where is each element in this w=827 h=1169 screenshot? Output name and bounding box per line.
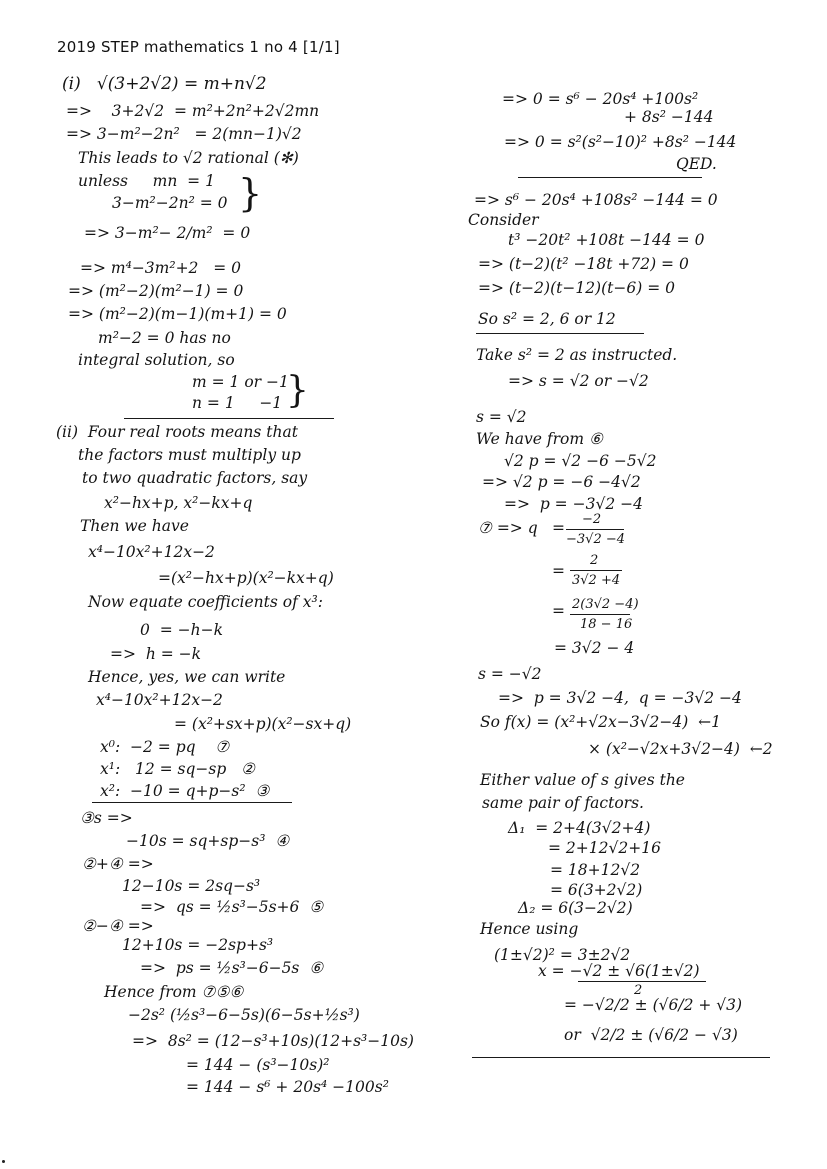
right-line: = [552, 519, 565, 537]
left-line: => (m²−2)(m²−1) = 0 [68, 282, 244, 300]
right-line: x = −√2 ± √6(1±√2) [538, 962, 700, 980]
left-line: ③s => [80, 809, 133, 827]
left-line: x²−hx+p, x²−kx+q [104, 494, 253, 512]
left-line: ②−④ => [82, 917, 154, 935]
left-line: (ii) Four real roots means that [56, 423, 298, 441]
left-line: the factors must multiply up [78, 446, 301, 464]
fraction-bar [566, 529, 624, 530]
left-line: 0 = −h−k [140, 621, 223, 639]
right-line: = −√2/2 ± (√6/2 + √3) [564, 996, 743, 1014]
left-line: 3−m²−2n² = 0 [112, 194, 228, 212]
right-line: Hence using [480, 920, 579, 938]
left-line: => ps = ½s³−6−5s ⑥ [140, 959, 324, 977]
left-line: =(x²−hx+p)(x²−kx+q) [158, 569, 334, 587]
right-line: = 2+12√2+16 [548, 839, 661, 857]
left-line: −10s = sq+sp−s³ ④ [126, 832, 290, 850]
right-line: => √2 p = −6 −4√2 [482, 473, 641, 491]
right-line: t³ −20t² +108t −144 = 0 [508, 231, 705, 249]
right-line: => 0 = s²(s²−10)² +8s² −144 [504, 133, 737, 151]
fraction-denominator: −3√2 −4 [566, 532, 626, 547]
fraction-numerator: 2(3√2 −4) [572, 597, 639, 612]
right-line: => (t−2)(t² −18t +72) = 0 [478, 255, 689, 273]
fraction-bar [570, 614, 630, 615]
left-line: Then we have [80, 517, 189, 535]
left-line: x⁰: −2 = pq ⑦ [100, 738, 230, 756]
right-line: same pair of factors. [482, 794, 644, 812]
left-line: m²−2 = 0 has no [98, 329, 231, 347]
right-line: => p = −3√2 −4 [504, 495, 643, 513]
divider [92, 802, 292, 803]
left-line: m = 1 or −1 [192, 373, 289, 391]
left-line: This leads to √2 rational (✻) [78, 149, 299, 167]
left-line: = 144 − (s³−10s)² [186, 1056, 330, 1074]
fraction-numerator: −2 [582, 512, 602, 527]
divider [476, 333, 644, 334]
left-line: integral solution, so [78, 351, 235, 369]
right-line: So s² = 2, 6 or 12 [478, 310, 616, 328]
left-line: => 8s² = (12−s³+10s)(12+s³−10s) [132, 1032, 414, 1050]
left-line: Hence, yes, we can write [88, 668, 286, 686]
left-line: unless mn = 1 [78, 172, 215, 190]
divider [518, 177, 702, 178]
left-line: => h = −k [110, 645, 202, 663]
right-line: Either value of s gives the [480, 771, 685, 789]
left-line: (i) √(3+2√2) = m+n√2 [62, 74, 267, 94]
left-line: => 3−m²− 2/m² = 0 [84, 224, 251, 242]
right-line: => (t−2)(t−12)(t−6) = 0 [478, 279, 675, 297]
left-line: => (m²−2)(m−1)(m+1) = 0 [68, 305, 287, 323]
right-line: = 18+12√2 [550, 861, 641, 879]
right-line: s = √2 [476, 408, 527, 426]
left-line: => m⁴−3m²+2 = 0 [80, 259, 241, 277]
right-line: (1±√2)² = 3±2√2 [494, 946, 631, 964]
right-line: Consider [468, 211, 539, 229]
right-line: √2 p = √2 −6 −5√2 [504, 452, 657, 470]
right-line: QED. [676, 155, 717, 173]
right-line: We have from ⑥ [476, 430, 603, 448]
left-line: => qs = ½s³−5s+6 ⑤ [140, 898, 324, 916]
right-line: => s = √2 or −√2 [508, 372, 649, 390]
left-line: 12−10s = 2sq−s³ [122, 877, 261, 895]
divider [472, 1057, 770, 1058]
left-line: Hence from ⑦⑤⑥ [104, 983, 244, 1001]
left-line: Now equate coefficients of x³: [88, 593, 323, 611]
left-line: −2s² (½s³−6−5s)(6−5s+½s³) [128, 1006, 360, 1024]
right-line: => s⁶ − 20s⁴ +108s² −144 = 0 [474, 191, 718, 209]
right-line: = [552, 602, 565, 620]
fraction-bar [570, 570, 622, 571]
page-title: 2019 STEP mathematics 1 no 4 [1/1] [57, 38, 340, 56]
right-brace: } [238, 171, 263, 215]
right-brace: } [286, 370, 309, 411]
left-line: ②+④ => [82, 855, 154, 873]
right-line: = 6(3+2√2) [550, 881, 643, 899]
right-line: ⑦ => q [478, 519, 538, 537]
left-line: x⁴−10x²+12x−2 [96, 691, 223, 709]
left-line: x²: −10 = q+p−s² ③ [100, 782, 270, 800]
right-line: or √2/2 ± (√6/2 − √3) [564, 1026, 738, 1044]
right-line: = [552, 562, 565, 580]
right-line: Δ₁ = 2+4(3√2+4) [508, 819, 651, 837]
fraction-numerator: 2 [590, 553, 599, 568]
right-line: => p = 3√2 −4, q = −3√2 −4 [498, 689, 742, 707]
divider [124, 418, 334, 419]
fraction-denominator: 2 [634, 983, 643, 998]
fraction-denominator: 3√2 +4 [572, 573, 621, 588]
left-line: 12+10s = −2sp+s³ [122, 936, 274, 954]
right-line: So f(x) = (x²+√2x−3√2−4) ←1 [480, 713, 721, 731]
left-line: x¹: 12 = sq−sp ② [100, 760, 255, 778]
right-line: × (x²−√2x+3√2−4) ←2 [588, 740, 773, 758]
left-line: n = 1 −1 [192, 394, 283, 412]
left-line: => 3+2√2 = m²+2n²+2√2mn [66, 102, 320, 120]
left-line: to two quadratic factors, say [82, 469, 308, 487]
right-line: Take s² = 2 as instructed. [476, 346, 678, 364]
right-line: = 3√2 − 4 [554, 639, 635, 657]
right-line: Δ₂ = 6(3−2√2) [518, 899, 633, 917]
right-line: s = −√2 [478, 665, 542, 683]
left-line: => 3−m²−2n² = 2(mn−1)√2 [66, 125, 302, 143]
fraction-bar [578, 981, 706, 982]
left-line: x⁴−10x²+12x−2 [88, 543, 215, 561]
scan-speck [2, 1160, 5, 1163]
left-line: = 144 − s⁶ + 20s⁴ −100s² [186, 1078, 389, 1096]
right-line: + 8s² −144 [624, 108, 714, 126]
left-line: = (x²+sx+p)(x²−sx+q) [174, 715, 352, 733]
fraction-denominator: 18 − 16 [580, 617, 633, 632]
right-line: => 0 = s⁶ − 20s⁴ +100s² [502, 90, 699, 108]
